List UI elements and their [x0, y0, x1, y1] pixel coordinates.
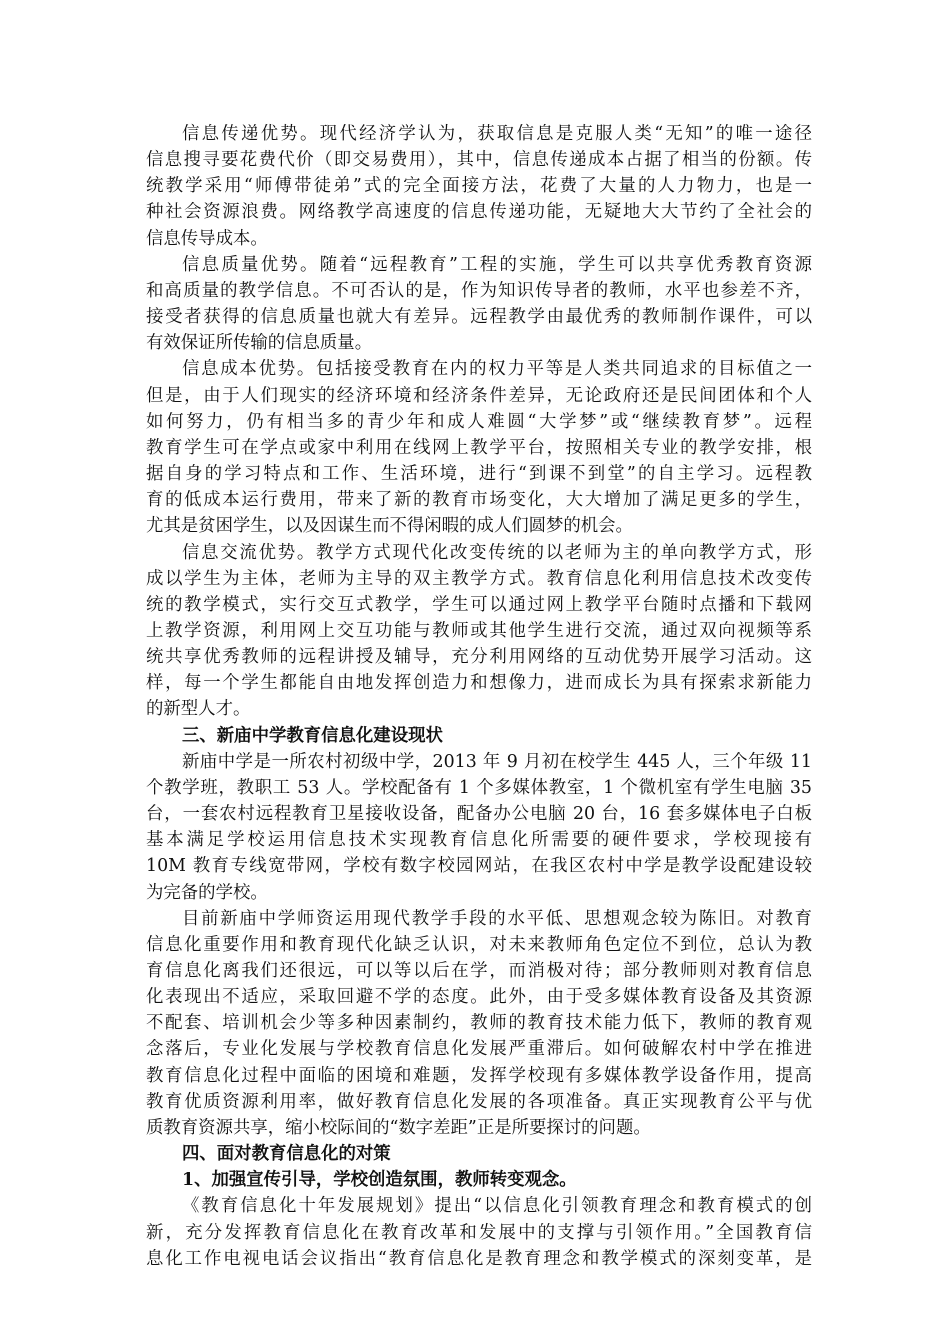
text-line: 四、面对教育信息化的对策 — [182, 1144, 391, 1165]
body-paragraph — [146, 252, 812, 357]
text-line: 接受者获得的信息质量也就大有差异。远程教学由最优秀的教师制作课件，可以 — [146, 307, 812, 328]
text-line: 统共享优秀教师的远程讲授及辅导，充分利用网络的互动优势开展学习活动。这 — [146, 647, 812, 668]
text-line: 息化工作电视电话会议指出“教育信息化是教育理念和教学模式的深刻变革，是 — [146, 1248, 812, 1269]
text-line: 信息质量优势。随着“远程教育”工程的实施，学生可以共享优秀教育资源 — [182, 254, 812, 275]
body-paragraph — [146, 1193, 812, 1271]
text-line: 据自身的学习特点和工作、生活环境，进行“到课不到堂”的自主学习。远程教 — [146, 464, 812, 485]
text-line: 信息搜寻要花费代价（即交易费用），其中，信息传递成本占据了相当的份额。传 — [146, 150, 812, 171]
text-line: 三、新庙中学教育信息化建设现状 — [182, 725, 443, 746]
text-line: 但是，由于人们现实的经济环境和经济条件差异，无论政府还是民间团体和个人 — [146, 385, 812, 406]
text-line: 质教育资源共享，缩小校际间的“数字差距”正是所要探讨的问题。 — [146, 1117, 651, 1138]
text-line: 新，充分发挥教育信息化在教育改革和发展中的支撑与引领作用。”全国教育信 — [146, 1222, 812, 1243]
text-line: 教育优质资源利用率，做好教育信息化发展的各项准备。真正实现教育公平与优 — [146, 1091, 812, 1112]
text-line: 1、加强宣传引导，学校创造氛围，教师转变观念。 — [182, 1170, 577, 1191]
text-line: 基本满足学校运用信息技术实现教育信息化所需要的硬件要求，学校现接有 — [146, 830, 812, 851]
text-line: 有效保证所传输的信息质量。 — [146, 333, 373, 354]
text-line: 成以学生为主体，老师为主导的双主教学方式。教育信息化利用信息技术改变传 — [146, 568, 812, 589]
text-line: 教育学生可在学点或家中利用在线网上教学平台，按照相关专业的教学安排，根 — [146, 437, 812, 458]
text-line: 《教育信息化十年发展规划》提出“以信息化引领教育理念和教育模式的创 — [182, 1196, 812, 1217]
text-line: 不配套、培训机会少等多种因素制约，教师的教育技术能力低下，教师的教育观 — [146, 1013, 812, 1034]
text-line: 样，每一个学生都能自由地发挥创造力和想像力，进而成长为具有探索求新能力 — [146, 673, 812, 694]
body-paragraph — [146, 749, 812, 906]
text-line: 信息传导成本。 — [146, 228, 268, 249]
text-line: 育信息化离我们还很远，可以等以后在学，而消极对待；部分教师则对教育信息 — [146, 961, 812, 981]
text-line: 为完备的学校。 — [146, 882, 268, 903]
text-line: 10M 教育专线宽带网，学校有数字校园网站，在我区农村中学是教学设配建设较 — [146, 856, 812, 877]
text-line: 种社会资源浪费。网络教学高速度的信息传递功能，无疑地大大节约了全社会的 — [146, 202, 812, 223]
text-line: 和高质量的教学信息。不可否认的是，作为知识传导者的教师，水平也参差不齐， — [146, 280, 812, 301]
section-heading — [146, 1141, 812, 1167]
text-line: 教育信息化过程中面临的困境和难题，发挥学校现有多媒体教学设备作用，提高 — [146, 1065, 812, 1086]
text-line: 信息传递优势。现代经济学认为，获取信息是克服人类“无知”的唯一途径 — [182, 124, 812, 144]
text-line: 统的教学模式，实行交互式教学，学生可以通过网上教学平台随时点播和下载网 — [146, 594, 812, 615]
section-heading — [146, 1167, 812, 1193]
text-line: 化表现出不适应，采取回避不学的态度。此外，由于受多媒体教育设备及其资源 — [146, 987, 812, 1008]
document-page — [146, 121, 812, 1272]
text-line: 信息化重要作用和教育现代化缺乏认识，对未来教师角色定位不到位，总认为教 — [146, 934, 812, 955]
text-line: 育的低成本运行费用，带来了新的教育市场变化，大大增加了满足更多的学生， — [146, 490, 812, 511]
text-line: 台，一套农村远程教育卫星接收设备，配备办公电脑 20 台，16 套多媒体电子白板 — [146, 804, 812, 825]
text-line: 信息交流优势。教学方式现代化改变传统的以老师为主的单向教学方式，形 — [182, 542, 812, 563]
text-line: 的新型人才。 — [146, 699, 251, 720]
body-paragraph — [146, 356, 812, 539]
text-line: 如何努力，仍有相当多的青少年和成人难圆“大学梦”或“继续教育梦”。远程 — [146, 411, 812, 432]
text-line: 统教学采用“师傅带徒弟”式的完全面接方法，花费了大量的人力物力，也是一 — [146, 176, 812, 197]
text-line: 个教学班，教职工 53 人。学校配备有 1 个多媒体教室，1 个微机室有学生电脑 35 — [146, 777, 812, 798]
text-line: 新庙中学是一所农村初级中学，2013 年 9 月初在校学生 445 人，三个年级 11 — [182, 751, 812, 772]
section-heading — [146, 723, 812, 749]
text-line: 尤其是贫困学生，以及因谋生而不得闲暇的成人们圆梦的机会。 — [146, 516, 633, 537]
body-paragraph — [146, 906, 812, 1141]
text-line: 上教学资源，利用网上交互功能与教师或其他学生进行交流，通过双向视频等系 — [146, 620, 812, 641]
text-line: 目前新庙中学师资运用现代教学手段的水平低、思想观念较为陈旧。对教育 — [182, 908, 812, 929]
text-line: 信息成本优势。包括接受教育在内的权力平等是人类共同追求的目标值之一 — [182, 359, 812, 380]
body-paragraph — [146, 540, 812, 723]
body-paragraph — [146, 121, 812, 252]
text-line: 念落后，专业化发展与学校教育信息化发展严重滞后。如何破解农村中学在推进 — [146, 1039, 812, 1060]
